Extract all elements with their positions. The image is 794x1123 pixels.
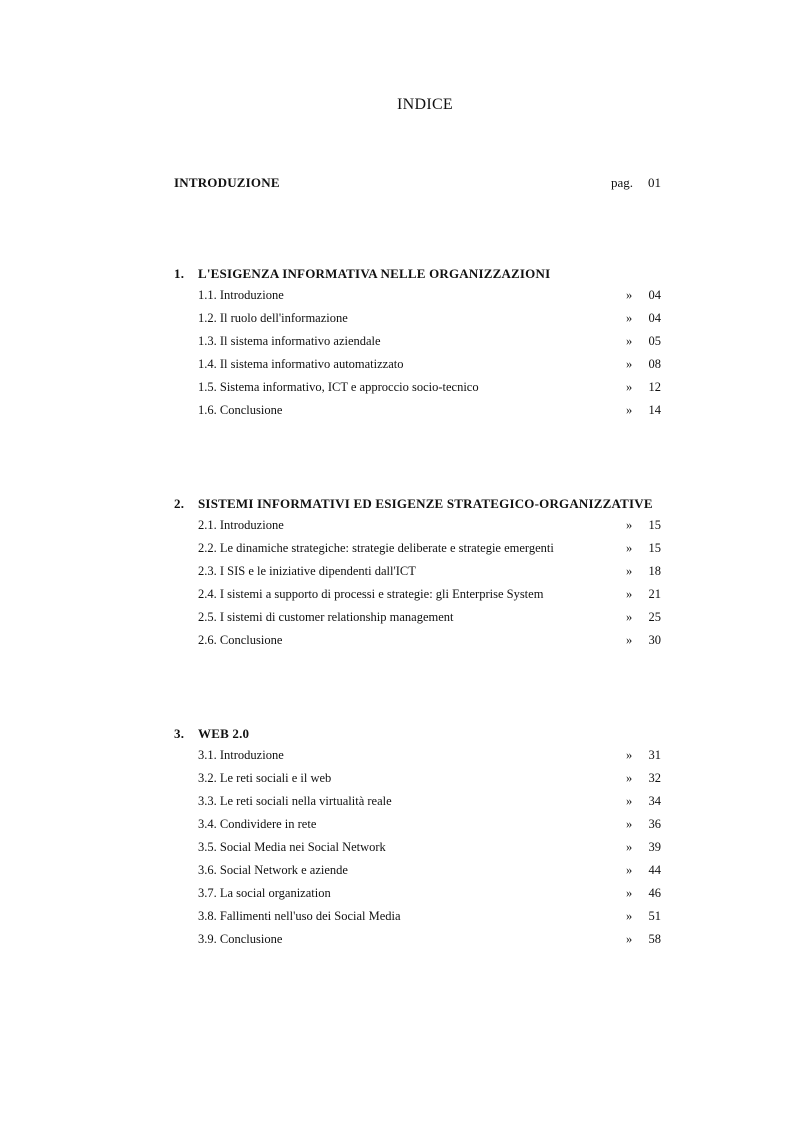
toc-intro-label: INTRODUZIONE [174, 175, 280, 190]
page-title: INDICE [396, 96, 453, 113]
section-page: 18 [648, 564, 661, 578]
toc-section-row [174, 909, 661, 932]
section-label: 2.5. I sistemi di customer relationship management [198, 610, 454, 624]
section-page: 32 [648, 771, 661, 785]
chapter-heading [174, 266, 661, 288]
section-page: 58 [648, 932, 661, 946]
toc-pag-label: pag. [611, 175, 634, 190]
chapter-title: WEB 2.0 [198, 726, 250, 741]
section-label: 2.3. I SIS e le iniziative dipendenti dall'ICT [198, 564, 416, 578]
toc-section-row [174, 610, 661, 633]
toc-section-row [174, 886, 661, 909]
ditto-mark: » [626, 886, 633, 900]
chapter-number: 1. [174, 266, 185, 281]
section-label: 3.6. Social Network e aziende [198, 863, 348, 877]
ditto-mark: » [626, 541, 633, 555]
ditto-mark: » [626, 288, 633, 302]
ditto-mark: » [626, 817, 633, 831]
section-page: 04 [648, 288, 661, 302]
section-label: 3.8. Fallimenti nell'uso dei Social Media [198, 909, 401, 923]
toc-section-row [174, 518, 661, 541]
section-page: 15 [648, 518, 661, 532]
section-label: 3.4. Condividere in rete [198, 817, 317, 831]
ditto-mark: » [626, 771, 633, 785]
toc-section-row [174, 288, 661, 311]
toc-section-row [174, 403, 661, 426]
section-label: 1.5. Sistema informativo, ICT e approccio socio-tecnico [198, 380, 479, 394]
ditto-mark: » [626, 403, 633, 417]
section-label: 3.9. Conclusione [198, 932, 283, 946]
toc-section-row [174, 794, 661, 817]
section-page: 46 [648, 886, 661, 900]
chapter-heading [174, 496, 661, 518]
section-label: 2.4. I sistemi a supporto di processi e strategie: gli Enterprise System [198, 587, 544, 601]
section-label: 1.3. Il sistema informativo aziendale [198, 334, 381, 348]
toc-section-row [174, 334, 661, 357]
chapter-heading [174, 726, 661, 748]
ditto-mark: » [626, 794, 633, 808]
section-page: 21 [648, 587, 661, 601]
toc-intro-row [174, 175, 661, 193]
ditto-mark: » [626, 311, 633, 325]
toc-chapter-3 [174, 726, 661, 955]
section-page: 25 [648, 610, 661, 624]
toc-intro-page: 01 [648, 175, 661, 190]
toc-chapter-2 [174, 496, 661, 656]
section-page: 08 [648, 357, 661, 371]
toc-chapter-1 [174, 266, 661, 426]
section-page: 14 [648, 403, 661, 417]
section-page: 15 [648, 541, 661, 555]
toc-section-row [174, 541, 661, 564]
toc-section-row [174, 380, 661, 403]
section-label: 1.4. Il sistema informativo automatizzato [198, 357, 404, 371]
toc-section-row [174, 863, 661, 886]
toc-section-row [174, 840, 661, 863]
section-page: 34 [648, 794, 661, 808]
section-page: 12 [648, 380, 661, 394]
chapter-number: 3. [174, 726, 185, 741]
section-label: 3.2. Le reti sociali e il web [198, 771, 332, 785]
section-page: 31 [648, 748, 661, 762]
section-label: 1.1. Introduzione [198, 288, 284, 302]
chapter-title: SISTEMI INFORMATIVI ED ESIGENZE STRATEGICO-ORGANIZZATIVE [198, 496, 653, 511]
section-label: 3.7. La social organization [198, 886, 331, 900]
section-label: 1.6. Conclusione [198, 403, 283, 417]
ditto-mark: » [626, 932, 633, 946]
section-page: 36 [648, 817, 661, 831]
chapter-title: L'ESIGENZA INFORMATIVA NELLE ORGANIZZAZIONI [198, 266, 551, 281]
section-label: 3.3. Le reti sociali nella virtualità reale [198, 794, 392, 808]
section-page: 05 [648, 334, 661, 348]
ditto-mark: » [626, 334, 633, 348]
toc-section-row [174, 771, 661, 794]
ditto-mark: » [626, 909, 633, 923]
section-label: 2.2. Le dinamiche strategiche: strategie deliberate e strategie emergenti [198, 541, 554, 555]
toc-section-row [174, 311, 661, 334]
chapter-number: 2. [174, 496, 185, 511]
section-page: 04 [648, 311, 661, 325]
toc-section-row [174, 587, 661, 610]
toc-section-row [174, 748, 661, 771]
ditto-mark: » [626, 863, 633, 877]
ditto-mark: » [626, 564, 633, 578]
ditto-mark: » [626, 748, 633, 762]
section-page: 30 [648, 633, 661, 647]
ditto-mark: » [626, 357, 633, 371]
toc-section-row [174, 357, 661, 380]
section-page: 44 [648, 863, 661, 877]
ditto-mark: » [626, 610, 633, 624]
ditto-mark: » [626, 633, 633, 647]
section-label: 3.1. Introduzione [198, 748, 284, 762]
toc-section-row [174, 817, 661, 840]
section-label: 2.6. Conclusione [198, 633, 283, 647]
ditto-mark: » [626, 380, 633, 394]
toc-section-row [174, 633, 661, 656]
section-label: 3.5. Social Media nei Social Network [198, 840, 386, 854]
section-label: 1.2. Il ruolo dell'informazione [198, 311, 348, 325]
ditto-mark: » [626, 518, 633, 532]
toc-section-row [174, 564, 661, 587]
ditto-mark: » [626, 840, 633, 854]
ditto-mark: » [626, 587, 633, 601]
toc-section-row [174, 932, 661, 955]
section-page: 39 [648, 840, 661, 854]
section-label: 2.1. Introduzione [198, 518, 284, 532]
section-page: 51 [648, 909, 661, 923]
